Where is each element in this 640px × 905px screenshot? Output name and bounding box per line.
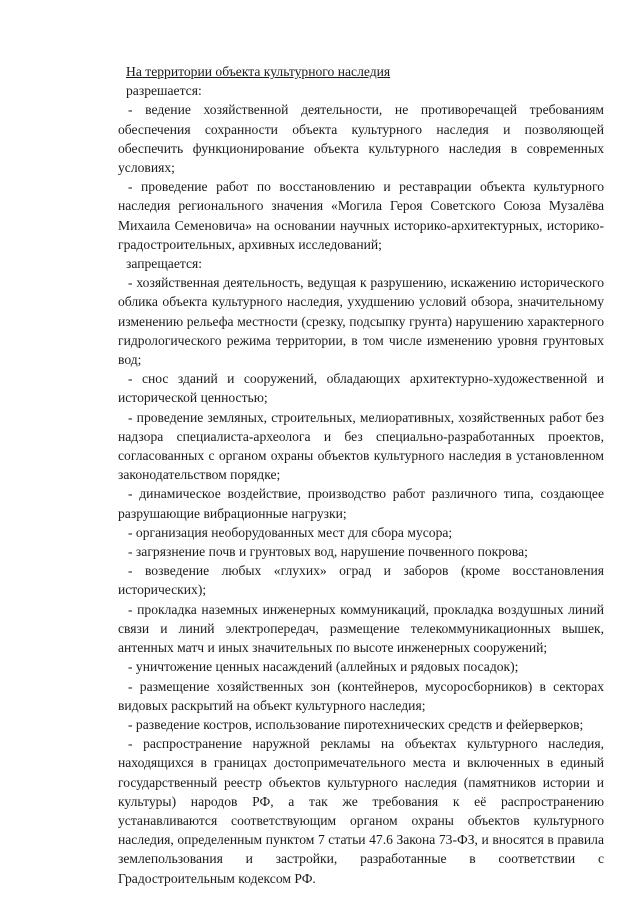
forbidden-item-2: - снос зданий и сооружений, обладающих архитектурно-художественной и исторической ценностью; — [118, 371, 604, 406]
section-heading: На территории объекта культурного наследия — [126, 64, 391, 79]
forbidden-label: запрещается: — [126, 256, 203, 272]
forbidden-item-3: - проведение земляных, строительных, мелиоративных, хозяйственных работ без надзора специалиста-археолога и без специально-разработанных проектов, согласованных с органом охраны объектов культурного наследия в установленном законодательством порядке; — [118, 409, 604, 483]
document-page — [118, 62, 604, 888]
forbidden-item-8: - прокладка наземных инженерных коммуникаций, прокладка воздушных линий связи и линий электропередач, размещение телекоммуникационных вышек, антенных матч и иных значительных по высоте инженерных сооружений; — [118, 601, 604, 656]
allowed-item-1: - ведение хозяйственной деятельности, не противоречащей требованиям обеспечения сохранности объекта культурного наследия и позволяющей обеспечить функционирование объекта культурного наследия в современных условиях; — [118, 102, 604, 176]
forbidden-item-1: - хозяйственная деятельность, ведущая к разрушению, искажению исторического облика объекта культурного наследия, ухудшению условий обзора, значительному изменению рельефа местности (срезку, подсыпку грунта) нарушению характерного гидрологического режима территории, в том числе изменению уровня грунтовых вод; — [118, 275, 604, 368]
forbidden-item-9: - уничтожение ценных насаждений (аллейных и рядовых посадок); — [128, 659, 519, 675]
forbidden-item-5: - организация необорудованных мест для сбора мусора; — [128, 524, 453, 540]
allowed-label: разрешается: — [126, 83, 202, 99]
forbidden-item-12: - распространение наружной рекламы на объектах культурного наследия, находящихся в границах достопримечательного места и включенных в единый государственный реестр объектов культурного наследия (памятников истории и культуры) народов РФ, а так же требования к её распространению устанавливаются соответствующим органом охраны объектов культурного наследия, определенным пунктом 7 статьи 47.6 Закона 73-ФЗ, и вносятся в правила землепользования и застройки, разработанные в соответствии с Градостроительным кодексом РФ. — [118, 736, 604, 886]
forbidden-item-10: - размещение хозяйственных зон (контейнеров, мусоросборников) в секторах видовых раскрытий на объект культурного наследия; — [118, 678, 604, 713]
forbidden-item-6: - загрязнение почв и грунтовых вод, нарушение почвенного покрова; — [128, 544, 528, 560]
forbidden-item-4: - динамическое воздействие, производство работ различного типа, создающее разрушающие вибрационные нагрузки; — [118, 486, 604, 521]
forbidden-item-11: - разведение костров, использование пиротехнических средств и фейерверков; — [128, 716, 584, 732]
allowed-item-2: - проведение работ по восстановлению и реставрации объекта культурного наследия регионального значения «Могила Героя Советского Союза Музалёва Михаила Семеновича» на основании научных историко-архитектурных, историко-градостроительных, архивных исследований; — [118, 179, 604, 252]
forbidden-item-7: - возведение любых «глухих» оград и заборов (кроме восстановления исторических); — [118, 563, 604, 598]
